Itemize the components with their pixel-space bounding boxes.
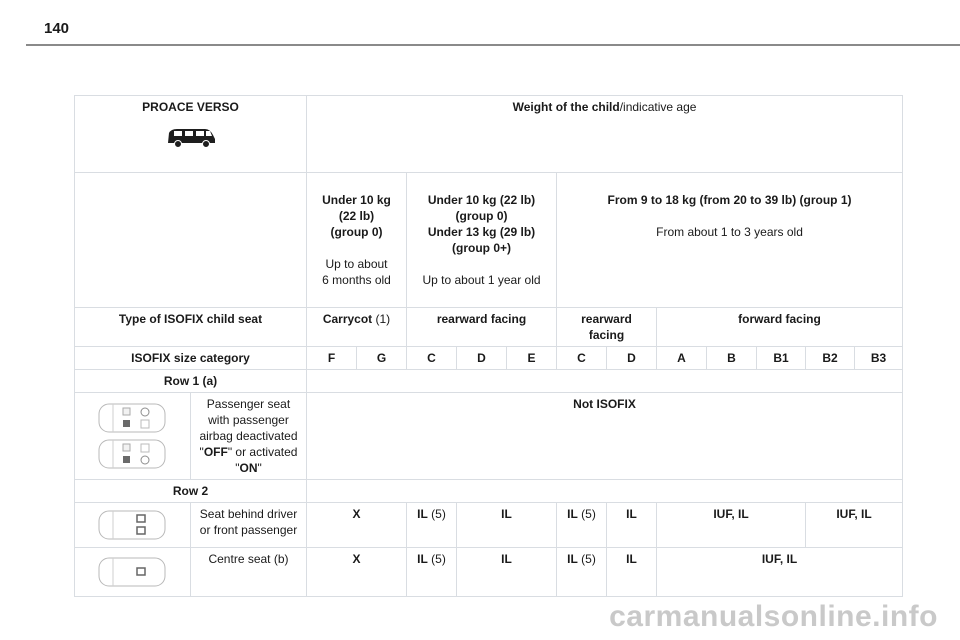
size-cell: C	[407, 347, 457, 370]
top-divider	[26, 44, 960, 46]
row2-centre	[75, 548, 903, 597]
il-value: IL	[417, 552, 428, 566]
passenger-desc-part2: " or activated "	[227, 445, 298, 475]
row1-header-blank	[307, 370, 903, 393]
size-cell: D	[607, 347, 657, 370]
front-seat-diagram-icon	[97, 401, 169, 435]
carrycot-cell	[307, 308, 407, 347]
row2-header-blank	[307, 480, 903, 503]
il-note: (5)	[577, 507, 596, 521]
rearward-facing-2: rearward facing	[557, 308, 657, 347]
centre-il2: IL	[607, 548, 657, 597]
forward-facing: forward facing	[657, 308, 903, 347]
rear-seat-diagram-icon	[97, 508, 169, 542]
row1-label: Row 1 (a)	[75, 370, 307, 393]
rear-seat-diagram-cell	[75, 503, 191, 548]
carrycot-label: Carrycot	[322, 312, 373, 326]
groups-blank-cell	[75, 173, 307, 308]
front-seat-diagram-icon	[97, 437, 169, 471]
row2-header	[75, 480, 903, 503]
seat-behind-il5-b	[557, 503, 607, 548]
group-0plus-cell	[407, 173, 557, 308]
group-0-age: Up to about 6 months old	[322, 257, 391, 287]
seat-behind-iuf2: IUF, IL	[806, 503, 903, 548]
front-seat-diagram-cell	[75, 393, 191, 480]
weight-header-bold: Weight of the child	[512, 100, 620, 114]
rearward-facing-1: rearward facing	[407, 308, 557, 347]
group-0-weight: Under 10 kg (22 lb) (group 0)	[322, 193, 391, 239]
seat-behind-group0: X	[307, 503, 407, 548]
seat-behind-il: IL	[457, 503, 557, 548]
group-0plus-weight: Under 10 kg (22 lb) (group 0) Under 13 kg (29 lb) (group 0+)	[427, 193, 536, 255]
size-cell: C	[557, 347, 607, 370]
row1-header	[75, 370, 903, 393]
seat-behind-il2: IL	[607, 503, 657, 548]
group-1-age: From about 1 to 3 years old	[656, 225, 803, 239]
size-cell: F	[307, 347, 357, 370]
size-cell: B2	[806, 347, 855, 370]
group-1-weight: From 9 to 18 kg (from 20 to 39 lb) (group 1)	[607, 193, 852, 207]
il-note: (5)	[427, 552, 446, 566]
centre-group0: X	[307, 548, 407, 597]
van-icon	[165, 125, 217, 149]
weight-header-cell	[307, 96, 903, 173]
watermark: carmanualsonline.info	[609, 600, 938, 633]
size-cell: B1	[757, 347, 806, 370]
vehicle-name: PROACE VERSO	[142, 100, 239, 114]
groups-row	[75, 173, 903, 308]
centre-il: IL	[457, 548, 557, 597]
size-cell: G	[357, 347, 407, 370]
passenger-desc-part1: Passenger seat with passenger airbag deactivated "	[199, 397, 298, 459]
group-0-cell	[307, 173, 407, 308]
type-label: Type of ISOFIX child seat	[75, 308, 307, 347]
header-row	[75, 96, 903, 173]
size-label: ISOFIX size category	[75, 347, 307, 370]
carrycot-note: (1)	[372, 312, 391, 326]
centre-iuf: IUF, IL	[657, 548, 903, 597]
centre-il5-b	[557, 548, 607, 597]
seat-behind-il5-a	[407, 503, 457, 548]
row2-label: Row 2	[75, 480, 307, 503]
page-number: 140	[44, 20, 70, 37]
il-note: (5)	[427, 507, 446, 521]
rear-seat-diagram-icon	[97, 555, 169, 589]
il-note: (5)	[577, 552, 596, 566]
off-label: OFF	[203, 445, 228, 459]
size-row	[75, 347, 903, 370]
centre-seat-diagram-cell	[75, 548, 191, 597]
seat-behind-iuf1: IUF, IL	[657, 503, 806, 548]
centre-seat-desc: Centre seat (b)	[191, 548, 307, 597]
on-label: ON	[239, 461, 258, 475]
passenger-seat-desc	[191, 393, 307, 480]
size-cell: A	[657, 347, 707, 370]
weight-header-rest: /indicative age	[619, 100, 697, 114]
size-cell: B	[707, 347, 757, 370]
vehicle-cell	[75, 96, 307, 173]
row1-passenger	[75, 393, 903, 480]
passenger-desc-part3: "	[257, 461, 262, 475]
size-cell: D	[457, 347, 507, 370]
il-value: IL	[567, 507, 578, 521]
size-cell: E	[507, 347, 557, 370]
size-cell: B3	[855, 347, 903, 370]
seat-behind-desc: Seat behind driver or front passenger	[191, 503, 307, 548]
isofix-table	[74, 95, 903, 597]
il-value: IL	[567, 552, 578, 566]
group-1-cell	[557, 173, 903, 308]
type-row	[75, 308, 903, 347]
row2-seat-behind	[75, 503, 903, 548]
group-0plus-age: Up to about 1 year old	[422, 273, 541, 287]
not-isofix-cell: Not ISOFIX	[307, 393, 903, 480]
il-value: IL	[417, 507, 428, 521]
centre-il5-a	[407, 548, 457, 597]
